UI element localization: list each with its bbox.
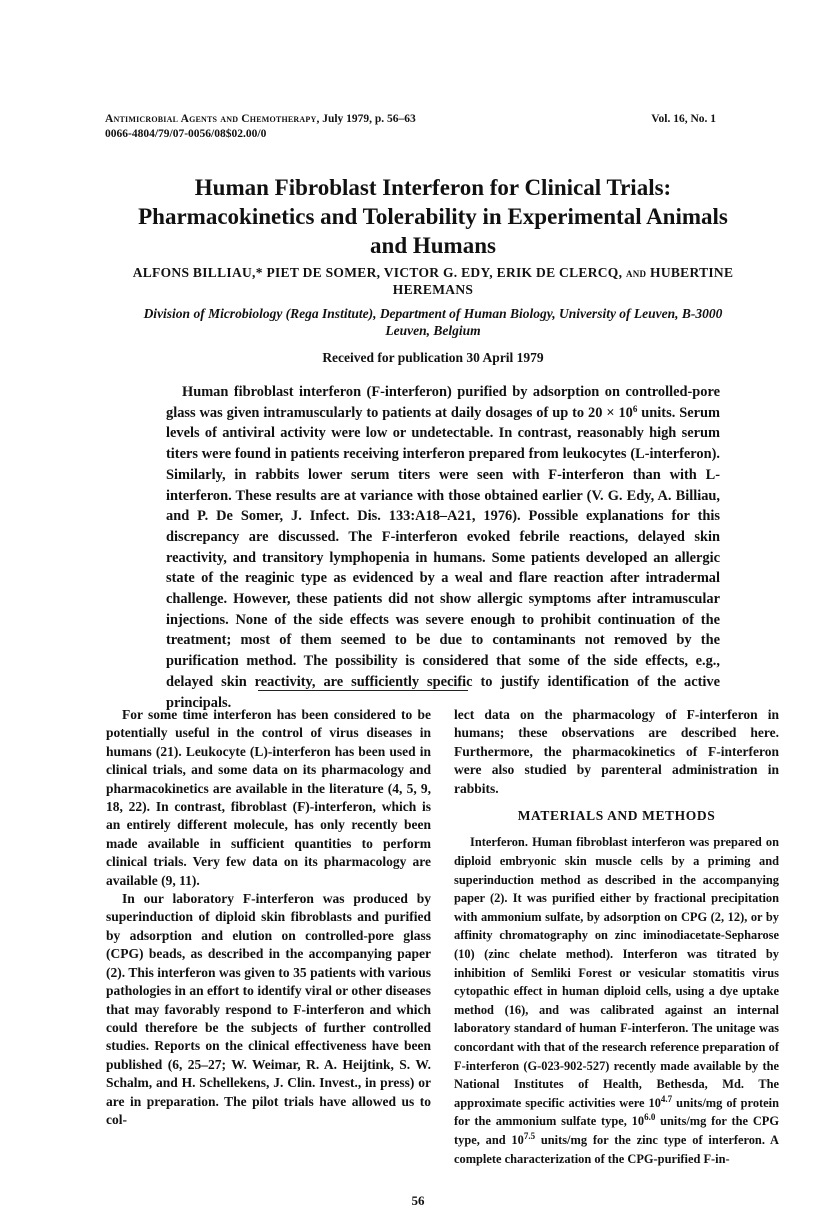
affiliation-line-1: Division of Microbiology (Rega Institute), Department of Human Biology, University of Leuven, B-3000 (143, 306, 723, 321)
section-heading-materials-methods: MATERIALS AND METHODS (517, 808, 716, 824)
affiliation-line-2: Leuven, Belgium (385, 323, 481, 338)
article-title (100, 173, 766, 260)
title-line-3: and Humans (370, 233, 496, 258)
intro-paragraph-continued: lect data on the pharmacology of F-interferon in humans; these observations are described here. Furthermore, the pharmacokinetics of F-interferon were also studied by parenteral administration in rabbits. (454, 707, 779, 796)
authors-last: HUBERTINE (650, 265, 734, 280)
intro-paragraph-2: In our laboratory F-interferon was produced by superinduction of diploid skin fibroblasts and purified by adsorption and elution on controlled-pore glass (CPG) beads, as described in the accompanying paper (2). This interferon was given to 35 patients with various pathologies in an effort to identify viral or other diseases that may favorably respond to F-interferon and which could therefore be the subjects of further controlled studies. Reports on the clinical effectiveness have been published (6, 25–27; W. Weimar, R. A. Heijtink, S. W. Schalm, and H. Schellekens, J. Clin. Invest., in press) or are in preparation. The pilot trials have allowed us to col- (106, 891, 431, 1127)
authors-and: and (622, 265, 651, 280)
authors-names: ALFONS BILLIAU,* PIET DE SOMER, VICTOR G. EDY, ERIK DE CLERCQ, (132, 265, 623, 280)
abstract: Human fibroblast interferon (F-interferon) purified by adsorption on controlled-pore glass was given intramuscularly to patients at daily dosages of up to $20 \times 10^6$ units. Serum levels of antiviral activity were low or undetectable. In contrast, reasonably high serum titers were found in patients receiving interferon prepared from leukocytes (L-interferon). Similarly, in rabbits lower serum titers were seen with F-interferon than with L-interferon. These results are at variance with those obtained earlier (V. G. Edy, A. Billiau, and P. De Somer, J. Infect. Dis. 133:A18–A21, 1976). Possible explanations for this discrepancy are discussed. The F-interferon evoked febrile reactions, delayed skin reactivity, and transitory lymphopenia in humans. Some patients developed an allergic state of the reaginic type as evidenced by a weal and flare reaction after intradermal challenge. However, these patients did not show allergic symptoms after intramuscular injections. None of the side effects was severe enough to prohibit continuation of the treatment; most of them seemed to be due to contaminants not removed by the purification method. The possibility is considered that some of the side effects, e.g., delayed skin reactivity, are sufficiently specific to justify identification of the active principals. (166, 384, 720, 711)
affiliation (108, 305, 758, 339)
received-date: Received for publication 30 April 1979 (322, 350, 544, 365)
abstract-divider (258, 690, 468, 691)
journal-date-pages: , July 1979, p. 56–63 (316, 113, 416, 125)
right-column (454, 706, 779, 1168)
intro-paragraph-1: For some time interferon has been considered to be potentially useful in the control of virus diseases in humans (21). Leukocyte (L)-interferon has been used in clinical trials, and some data on its pharmacology and pharmacokinetics are available in the literature (4, 5, 9, 18, 22). In contrast, fibroblast (F)-interferon, which is an entirely different molecule, has only recently been made available in sufficient quantities to perform clinical trials. Very few data on its pharmacology are available (9, 11). (106, 707, 431, 888)
title-line-1: Human Fibroblast Interferon for Clinical Trials: (194, 175, 672, 200)
authors-line-1 (100, 264, 766, 281)
title-line-2: Pharmacokinetics and Tolerability in Experimental Animals (138, 204, 728, 229)
authors-line-2: HEREMANS (392, 282, 474, 297)
interferon-paragraph: Interferon. Human fibroblast interferon was prepared on diploid embryonic skin muscle cells by a priming and superinduction method as described in the accompanying paper (2). It was purified either by fractional precipitation with ammonium sulfate, by adsorption on CPG (2, 12), or by affinity chromatography on zinc iminodiacetate-Sepharose (10) (zinc chelate method). Interferon was titrated by inhibition of Semliki Forest or vesicular stomatitis virus cytopathic effect in human diploid cells, using a dye uptake method (16), and was calibrated against an internal laboratory standard of human F-interferon. The unitage was concordant with that of the research reference preparation of F-interferon (G-023-902-527) recently made available by the National Institutes of Health, Bethesda, Md. The approximate specific activities were $10^{4.7}$ units/mg of protein for the ammonium sulfate type, $10^{6.0}$ units/mg for the CPG type, and $10^{7.5}$ units/mg for the zinc type of interferon. A complete characterization of the CPG-purified F-in- (454, 835, 780, 1166)
article-code: 0066-4804/79/07-0056/08$02.00/0 (105, 128, 267, 140)
journal-name: Antimicrobial Agents and Chemotherapy (105, 113, 317, 125)
page-number: 56 (411, 1193, 425, 1208)
journal-header (105, 112, 725, 142)
run-in-heading: Interferon. (470, 835, 528, 850)
volume-info: Vol. 16, No. 1 (651, 113, 716, 125)
left-column (106, 706, 431, 1129)
author-list (100, 264, 766, 298)
